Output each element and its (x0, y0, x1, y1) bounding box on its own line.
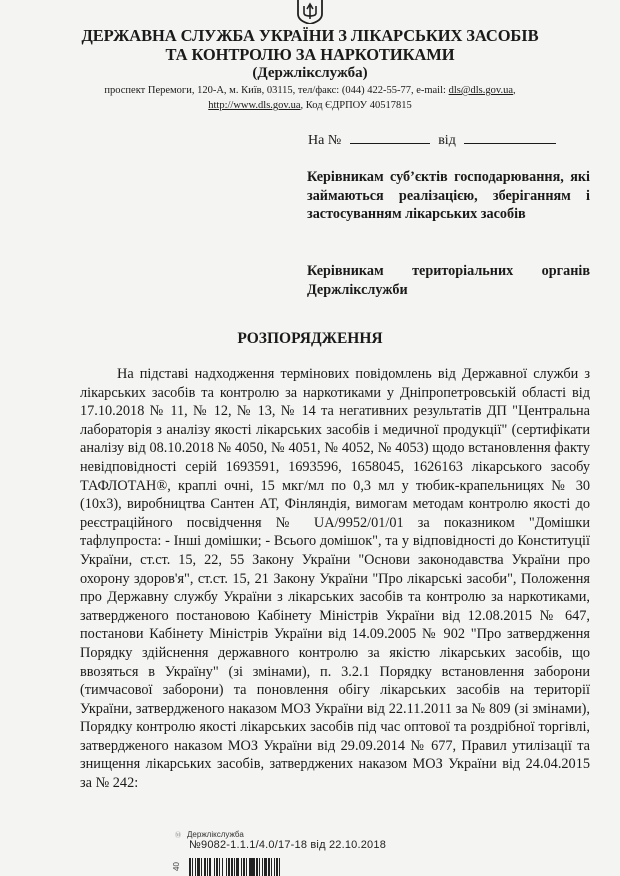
document-title: РОЗПОРЯДЖЕННЯ (237, 330, 383, 347)
stamp-organization: Держлікслужба (187, 830, 244, 839)
reference-date-label: від (438, 133, 456, 148)
side-page-number: 40 (171, 862, 181, 871)
registration-stamp: Ⓜ Держлікслужба №9082-1.1.1/4.0/17-18 від 22.10.2018 (175, 830, 387, 851)
reference-line (308, 131, 556, 149)
organization-name-line2: ТА КОНТРОЛЮ ЗА НАРКОТИКАМИ (165, 45, 455, 64)
trident-coat-of-arms-icon (295, 0, 325, 24)
organization-name-line1: ДЕРЖАВНА СЛУЖБА УКРАЇНИ З ЛІКАРСЬКИХ ЗАСОБІВ (81, 26, 539, 45)
barcode-bar (280, 858, 282, 876)
address-text: проспект Перемоги, 120-А, м. Київ, 03115, тел/факс: (044) 422-55-77, e-mail: (104, 85, 449, 96)
email-link[interactable]: dls@dls.gov.ua (448, 85, 513, 96)
recipient-business-entities: Керівникам суб’єктів господарювання, які займаються реалізацією, зберіганням і застосуванням лікарських засобів (307, 169, 590, 222)
recipient-territorial-bodies: Керівникам територіальних органів Держлікслужби (307, 263, 590, 298)
reference-number-label: На № (308, 133, 342, 148)
website-link[interactable]: http://www.dls.gov.ua (208, 100, 301, 111)
organization-address: проспект Перемоги, 120-А, м. Київ, 03115, тел/факс: (044) 422-55-77, e-mail: dls@dls.gov.ua, http://www.dls.gov.ua, Код ЄДРПОУ 40517815 (104, 85, 516, 111)
edrpou-code: , Код ЄДРПОУ 40517815 (300, 100, 412, 111)
organization-name (0, 26, 620, 64)
organization-short-name: (Держлікслужба) (252, 65, 368, 81)
reference-date-blank (464, 131, 556, 144)
reference-number-blank (350, 131, 430, 144)
registration-number: №9082-1.1.1/4.0/17-18 від 22.10.2018 (189, 839, 387, 851)
document-body: На підставі надходження термінових повідомлень від Державної служби з лікарських засобів та контролю за наркотиками у Дніпропетровській області від 17.10.2018 № 11, № 12, № 13, № 14 та негативних результатів ДП "Центральна лабораторія з аналізу якості лікарських засобів і медичної продукції" (сертифікати аналізу від 08.10.2018 № 4050, № 4051, № 4052, № 4053) щодо встановлення факту невідповідності серій 1693591, 1693596, 1658045, 1626163 лікарського засобу ТАФЛОТАН®, краплі очні, 15 мкг/мл по 0,3 мл у тюбик-крапельницях № 30 (10х3), виробництва Сантен АТ, Фінляндія, вимогам методам контролю якості до реєстраційного посвідчення № UA/9952/01/01 за показником "Домішки тафлупроста: - Інші домішки; - Всього домішок", та у відповідності до Конституції України, ст.ст. 15, 22, 55 Закону України "Основи законодавства України про охорону здоров'я", ст.ст. 15, 21 Закону України "Про лікарські засоби", Положення про Державну службу України з лікарських засобів та контролю за наркотиками, затвердженого постановою Кабінету Міністрів України від 12.08.2015 № 647, постанови Кабінету Міністрів України від 14.09.2005 № 902 "Про затвердження Порядку здійснення державного контролю за якістю лікарських засобів, що ввозяться в Україну" (зі змінами), п. 3.2.1 Порядку встановлення заборони (тимчасової заборони) та поновлення обігу лікарських засобів на території України, затвердженого наказом МОЗ України від 22.11.2011 за № 809 (зі змінами), Порядку контролю якості лікарських засобів під час оптової та роздрібної торгівлі, затвердженого наказом МОЗ України від 29.09.2014 № 677, Правил утилізації та знищення лікарських засобів, затверджених наказом МОЗ України від 24.04.2015 за № 242: (80, 366, 590, 792)
barcode-icon (189, 858, 339, 876)
